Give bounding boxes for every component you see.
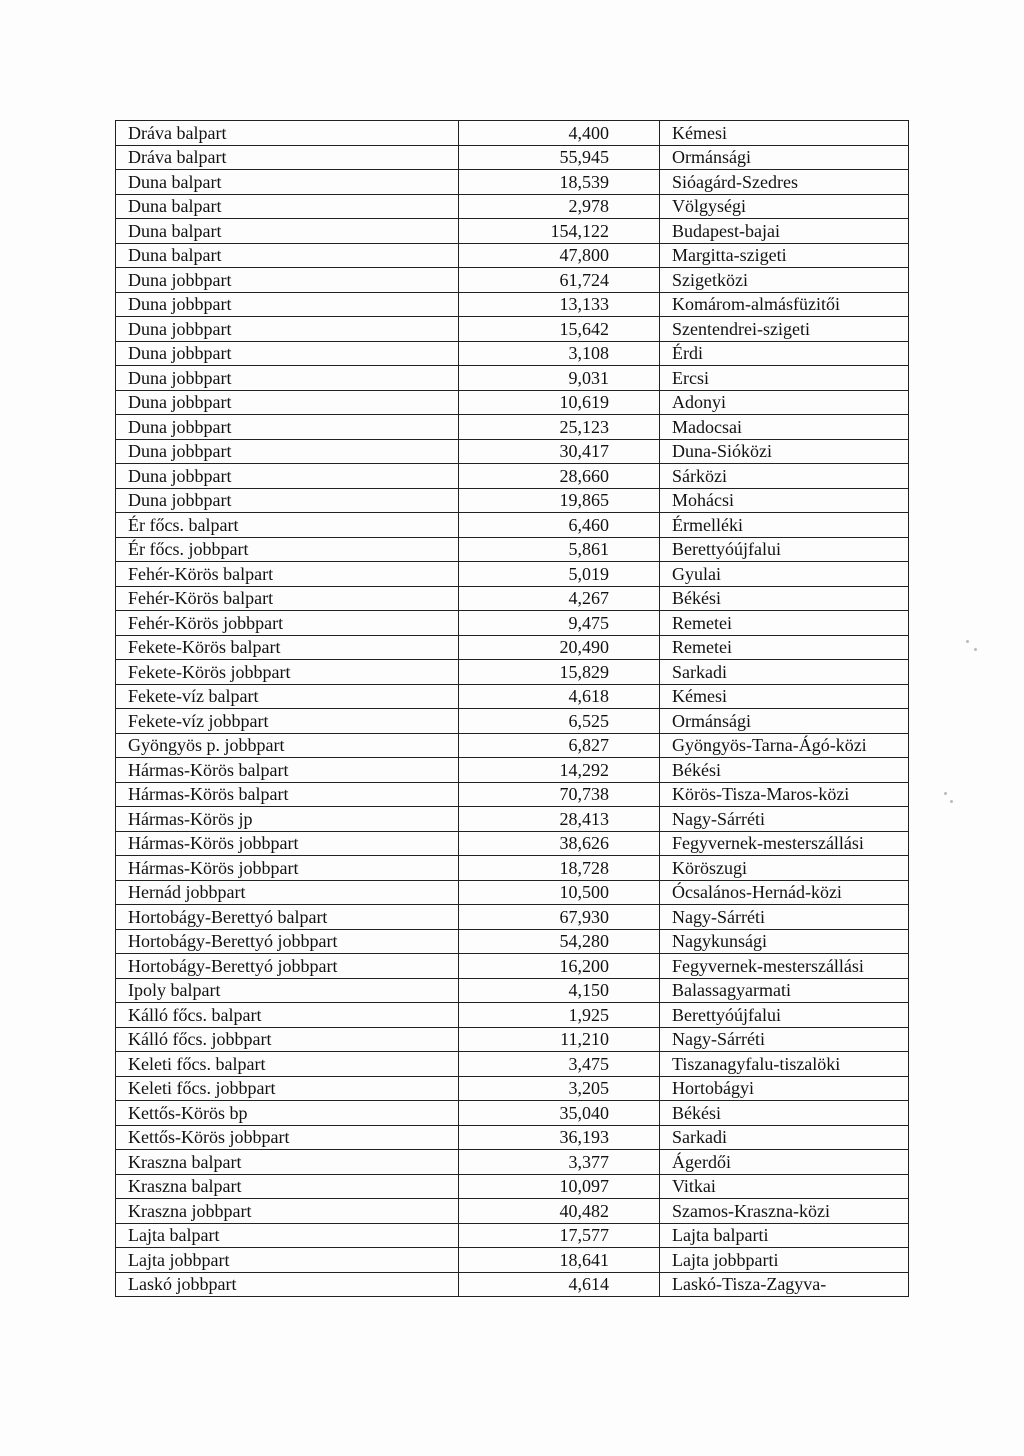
table-row bbox=[116, 292, 909, 317]
length-km-cell: 25,123 bbox=[459, 415, 660, 440]
table-row bbox=[116, 807, 909, 832]
length-km-cell: 10,619 bbox=[459, 390, 660, 415]
levee-section-cell: Kraszna balpart bbox=[116, 1174, 459, 1199]
flood-zone-cell: Margitta-szigeti bbox=[660, 243, 909, 268]
levee-section-cell: Ér főcs. balpart bbox=[116, 513, 459, 538]
length-km-cell: 9,475 bbox=[459, 611, 660, 636]
table-row bbox=[116, 562, 909, 587]
table-row bbox=[116, 488, 909, 513]
flood-zone-cell: Érdi bbox=[660, 341, 909, 366]
levee-section-cell: Lajta jobbpart bbox=[116, 1248, 459, 1273]
length-km-cell: 6,827 bbox=[459, 733, 660, 758]
length-km-cell: 54,280 bbox=[459, 929, 660, 954]
flood-zone-cell: Ágerdői bbox=[660, 1150, 909, 1175]
table-row bbox=[116, 513, 909, 538]
table-row bbox=[116, 341, 909, 366]
flood-zone-cell: Lajta jobbparti bbox=[660, 1248, 909, 1273]
levee-section-cell: Duna jobbpart bbox=[116, 390, 459, 415]
levee-section-cell: Kraszna jobbpart bbox=[116, 1199, 459, 1224]
levee-section-cell: Duna jobbpart bbox=[116, 366, 459, 391]
table-body bbox=[116, 121, 909, 1297]
length-km-cell: 2,978 bbox=[459, 194, 660, 219]
table-row bbox=[116, 1174, 909, 1199]
length-km-cell: 28,413 bbox=[459, 807, 660, 832]
length-km-cell: 10,097 bbox=[459, 1174, 660, 1199]
scan-noise bbox=[944, 792, 947, 795]
length-km-cell: 20,490 bbox=[459, 635, 660, 660]
table-row bbox=[116, 856, 909, 881]
table-row bbox=[116, 709, 909, 734]
scan-noise bbox=[974, 648, 977, 651]
levee-section-cell: Duna jobbpart bbox=[116, 292, 459, 317]
levee-section-cell: Fehér-Körös balpart bbox=[116, 586, 459, 611]
flood-zone-cell: Fegyvernek-mesterszállási bbox=[660, 954, 909, 979]
flood-zone-cell: Vitkai bbox=[660, 1174, 909, 1199]
flood-zone-cell: Madocsai bbox=[660, 415, 909, 440]
flood-zone-cell: Fegyvernek-mesterszállási bbox=[660, 831, 909, 856]
levee-section-cell: Duna jobbpart bbox=[116, 439, 459, 464]
flood-zone-cell: Adonyi bbox=[660, 390, 909, 415]
length-km-cell: 70,738 bbox=[459, 782, 660, 807]
flood-zone-cell: Békési bbox=[660, 758, 909, 783]
length-km-cell: 3,475 bbox=[459, 1052, 660, 1077]
length-km-cell: 3,108 bbox=[459, 341, 660, 366]
flood-zone-cell: Szigetközi bbox=[660, 268, 909, 293]
flood-zone-cell: Völgységi bbox=[660, 194, 909, 219]
flood-zone-cell: Nagy-Sárréti bbox=[660, 807, 909, 832]
length-km-cell: 18,728 bbox=[459, 856, 660, 881]
length-km-cell: 3,205 bbox=[459, 1076, 660, 1101]
levee-section-cell: Duna jobbpart bbox=[116, 268, 459, 293]
table-row bbox=[116, 1199, 909, 1224]
table-row bbox=[116, 929, 909, 954]
flood-zone-cell: Duna-Sióközi bbox=[660, 439, 909, 464]
flood-zone-cell: Sárközi bbox=[660, 464, 909, 489]
levee-section-cell: Laskó jobbpart bbox=[116, 1272, 459, 1297]
table-row bbox=[116, 1076, 909, 1101]
length-km-cell: 19,865 bbox=[459, 488, 660, 513]
flood-zone-cell: Körös-Tisza-Maros-közi bbox=[660, 782, 909, 807]
length-km-cell: 13,133 bbox=[459, 292, 660, 317]
length-km-cell: 14,292 bbox=[459, 758, 660, 783]
levee-section-cell: Hármas-Körös jobbpart bbox=[116, 831, 459, 856]
length-km-cell: 4,618 bbox=[459, 684, 660, 709]
levee-section-cell: Fekete-Körös balpart bbox=[116, 635, 459, 660]
levee-section-cell: Duna jobbpart bbox=[116, 317, 459, 342]
levee-section-cell: Duna balpart bbox=[116, 243, 459, 268]
table-row bbox=[116, 1003, 909, 1028]
length-km-cell: 38,626 bbox=[459, 831, 660, 856]
flood-zone-cell: Komárom-almásfüzitői bbox=[660, 292, 909, 317]
length-km-cell: 17,577 bbox=[459, 1223, 660, 1248]
levee-section-cell: Hármas-Körös balpart bbox=[116, 758, 459, 783]
table-row bbox=[116, 978, 909, 1003]
table-row bbox=[116, 733, 909, 758]
length-km-cell: 9,031 bbox=[459, 366, 660, 391]
flood-zone-cell: Remetei bbox=[660, 611, 909, 636]
table-row bbox=[116, 415, 909, 440]
levee-section-cell: Hernád jobbpart bbox=[116, 880, 459, 905]
flood-zone-cell: Sarkadi bbox=[660, 1125, 909, 1150]
length-km-cell: 6,525 bbox=[459, 709, 660, 734]
flood-zone-cell: Hortobágyi bbox=[660, 1076, 909, 1101]
table-row bbox=[116, 439, 909, 464]
table-row bbox=[116, 586, 909, 611]
table-row bbox=[116, 1101, 909, 1126]
flood-zone-cell: Lajta balparti bbox=[660, 1223, 909, 1248]
table-row bbox=[116, 1248, 909, 1273]
table-row bbox=[116, 905, 909, 930]
flood-zone-cell: Nagykunsági bbox=[660, 929, 909, 954]
table-row bbox=[116, 464, 909, 489]
flood-zone-cell: Békési bbox=[660, 586, 909, 611]
table-row bbox=[116, 537, 909, 562]
flood-zone-cell: Kémesi bbox=[660, 121, 909, 146]
flood-zone-cell: Gyulai bbox=[660, 562, 909, 587]
levee-section-cell: Lajta balpart bbox=[116, 1223, 459, 1248]
table-row bbox=[116, 1052, 909, 1077]
table-row bbox=[116, 1272, 909, 1297]
length-km-cell: 4,614 bbox=[459, 1272, 660, 1297]
flood-zone-cell: Sarkadi bbox=[660, 660, 909, 685]
levee-section-cell: Gyöngyös p. jobbpart bbox=[116, 733, 459, 758]
levee-section-cell: Kettős-Körös jobbpart bbox=[116, 1125, 459, 1150]
length-km-cell: 55,945 bbox=[459, 145, 660, 170]
table-row bbox=[116, 219, 909, 244]
table-row bbox=[116, 684, 909, 709]
length-km-cell: 16,200 bbox=[459, 954, 660, 979]
table-row bbox=[116, 611, 909, 636]
length-km-cell: 1,925 bbox=[459, 1003, 660, 1028]
flood-zone-cell: Szamos-Kraszna-közi bbox=[660, 1199, 909, 1224]
flood-zone-cell: Sióagárd-Szedres bbox=[660, 170, 909, 195]
flood-zone-cell: Berettyóújfalui bbox=[660, 537, 909, 562]
flood-zone-cell: Berettyóújfalui bbox=[660, 1003, 909, 1028]
length-km-cell: 15,642 bbox=[459, 317, 660, 342]
table-row bbox=[116, 268, 909, 293]
flood-zone-cell: Nagy-Sárréti bbox=[660, 905, 909, 930]
flood-zone-cell: Békési bbox=[660, 1101, 909, 1126]
table-row bbox=[116, 317, 909, 342]
table-row bbox=[116, 390, 909, 415]
flood-zone-cell: Laskó-Tisza-Zagyva- bbox=[660, 1272, 909, 1297]
table-row bbox=[116, 1125, 909, 1150]
length-km-cell: 18,641 bbox=[459, 1248, 660, 1273]
flood-zone-cell: Kémesi bbox=[660, 684, 909, 709]
flood-zone-cell: Ócsalános-Hernád-közi bbox=[660, 880, 909, 905]
length-km-cell: 36,193 bbox=[459, 1125, 660, 1150]
length-km-cell: 67,930 bbox=[459, 905, 660, 930]
levee-section-cell: Hármas-Körös balpart bbox=[116, 782, 459, 807]
flood-zone-cell: Budapest-bajai bbox=[660, 219, 909, 244]
levee-section-cell: Duna balpart bbox=[116, 194, 459, 219]
levee-section-cell: Hortobágy-Berettyó balpart bbox=[116, 905, 459, 930]
levee-section-cell: Hortobágy-Berettyó jobbpart bbox=[116, 954, 459, 979]
table-row bbox=[116, 782, 909, 807]
levee-section-cell: Keleti főcs. balpart bbox=[116, 1052, 459, 1077]
scan-noise bbox=[950, 800, 953, 803]
flood-zone-cell: Gyöngyös-Tarna-Ágó-közi bbox=[660, 733, 909, 758]
table-row bbox=[116, 366, 909, 391]
table-row bbox=[116, 170, 909, 195]
length-km-cell: 4,267 bbox=[459, 586, 660, 611]
length-km-cell: 6,460 bbox=[459, 513, 660, 538]
table-row bbox=[116, 954, 909, 979]
flood-zone-cell: Mohácsi bbox=[660, 488, 909, 513]
levee-section-cell: Kraszna balpart bbox=[116, 1150, 459, 1175]
levee-section-cell: Kettős-Körös bp bbox=[116, 1101, 459, 1126]
table-row bbox=[116, 121, 909, 146]
levee-section-cell: Duna balpart bbox=[116, 219, 459, 244]
length-km-cell: 10,500 bbox=[459, 880, 660, 905]
length-km-cell: 4,400 bbox=[459, 121, 660, 146]
levee-section-cell: Fekete-víz balpart bbox=[116, 684, 459, 709]
levee-section-cell: Kálló főcs. jobbpart bbox=[116, 1027, 459, 1052]
flood-zone-cell: Ormánsági bbox=[660, 709, 909, 734]
table-row bbox=[116, 660, 909, 685]
levee-section-cell: Fekete-víz jobbpart bbox=[116, 709, 459, 734]
flood-zone-cell: Tiszanagyfalu-tiszalöki bbox=[660, 1052, 909, 1077]
levee-section-cell: Keleti főcs. jobbpart bbox=[116, 1076, 459, 1101]
levee-section-cell: Fekete-Körös jobbpart bbox=[116, 660, 459, 685]
length-km-cell: 154,122 bbox=[459, 219, 660, 244]
flood-zone-cell: Ormánsági bbox=[660, 145, 909, 170]
length-km-cell: 5,019 bbox=[459, 562, 660, 587]
table-row bbox=[116, 194, 909, 219]
levee-section-cell: Hortobágy-Berettyó jobbpart bbox=[116, 929, 459, 954]
flood-zone-cell: Érmelléki bbox=[660, 513, 909, 538]
table-row bbox=[116, 831, 909, 856]
levee-section-cell: Kálló főcs. balpart bbox=[116, 1003, 459, 1028]
levee-section-cell: Duna jobbpart bbox=[116, 488, 459, 513]
scan-noise bbox=[966, 640, 969, 643]
flood-zone-cell: Nagy-Sárréti bbox=[660, 1027, 909, 1052]
levee-section-cell: Ipoly balpart bbox=[116, 978, 459, 1003]
flood-zone-cell: Ercsi bbox=[660, 366, 909, 391]
levee-section-cell: Duna jobbpart bbox=[116, 464, 459, 489]
levee-section-cell: Hármas-Körös jobbpart bbox=[116, 856, 459, 881]
levee-section-cell: Duna jobbpart bbox=[116, 341, 459, 366]
length-km-cell: 28,660 bbox=[459, 464, 660, 489]
table-row bbox=[116, 880, 909, 905]
length-km-cell: 61,724 bbox=[459, 268, 660, 293]
levee-section-table bbox=[115, 120, 909, 1297]
flood-zone-cell: Balassagyarmati bbox=[660, 978, 909, 1003]
length-km-cell: 3,377 bbox=[459, 1150, 660, 1175]
flood-zone-cell: Köröszugi bbox=[660, 856, 909, 881]
length-km-cell: 40,482 bbox=[459, 1199, 660, 1224]
table-row bbox=[116, 1027, 909, 1052]
levee-section-cell: Fehér-Körös jobbpart bbox=[116, 611, 459, 636]
length-km-cell: 11,210 bbox=[459, 1027, 660, 1052]
levee-section-cell: Duna balpart bbox=[116, 170, 459, 195]
length-km-cell: 4,150 bbox=[459, 978, 660, 1003]
length-km-cell: 30,417 bbox=[459, 439, 660, 464]
table-row bbox=[116, 635, 909, 660]
table-row bbox=[116, 243, 909, 268]
table-row bbox=[116, 1223, 909, 1248]
length-km-cell: 5,861 bbox=[459, 537, 660, 562]
levee-section-cell: Dráva balpart bbox=[116, 145, 459, 170]
levee-section-cell: Hármas-Körös jp bbox=[116, 807, 459, 832]
flood-zone-cell: Szentendrei-szigeti bbox=[660, 317, 909, 342]
length-km-cell: 47,800 bbox=[459, 243, 660, 268]
length-km-cell: 35,040 bbox=[459, 1101, 660, 1126]
table-row bbox=[116, 758, 909, 783]
flood-zone-cell: Remetei bbox=[660, 635, 909, 660]
length-km-cell: 18,539 bbox=[459, 170, 660, 195]
levee-section-cell: Dráva balpart bbox=[116, 121, 459, 146]
levee-section-cell: Fehér-Körös balpart bbox=[116, 562, 459, 587]
levee-section-cell: Duna jobbpart bbox=[116, 415, 459, 440]
table-row bbox=[116, 1150, 909, 1175]
table-row bbox=[116, 145, 909, 170]
length-km-cell: 15,829 bbox=[459, 660, 660, 685]
levee-section-cell: Ér főcs. jobbpart bbox=[116, 537, 459, 562]
